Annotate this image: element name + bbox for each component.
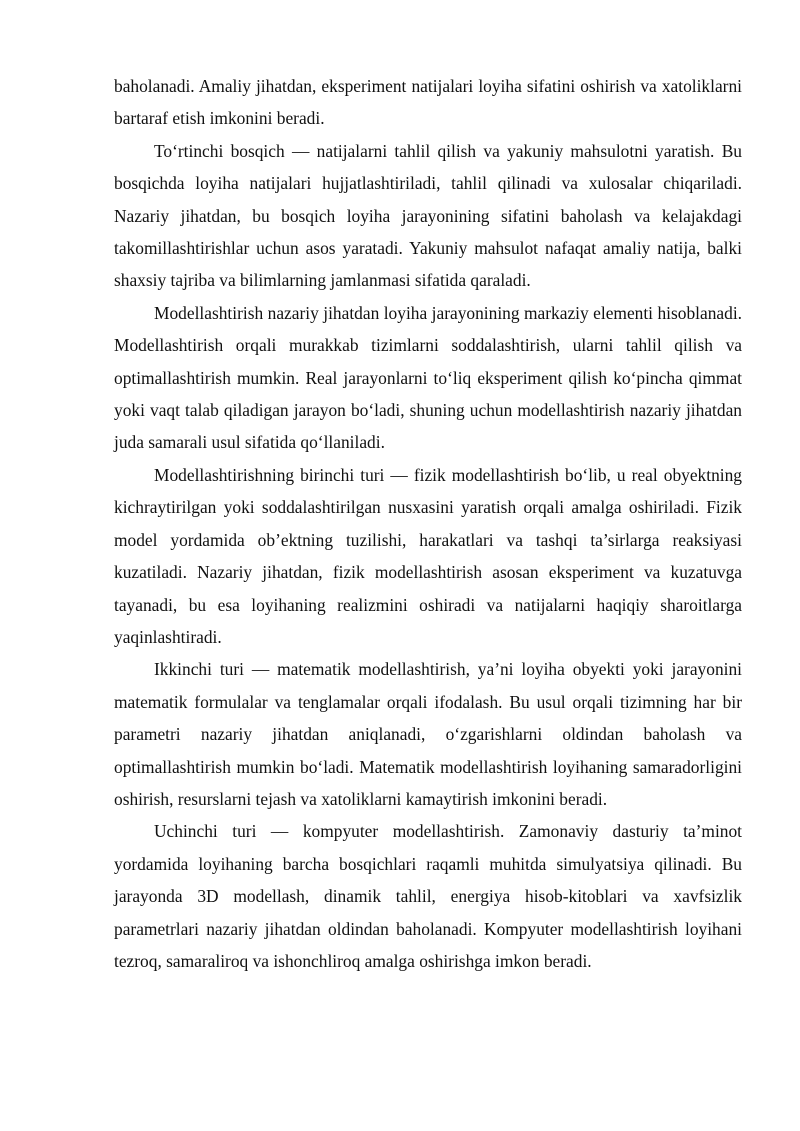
paragraph-modelling-intro: Modellashtirish nazariy jihatdan loyiha jarayonining markaziy elementi hisoblanadi. Modellashtirish orqali murakkab tizimlarni soddalashtirish, ularni tahlil qilish va optimallashtirish mumkin. Real jarayonlarni to‘liq eksperiment qilish ko‘pincha qimmat yoki vaqt talab qiladigan jarayon bo‘ladi, shuning uchun modellashtirish nazariy jihatdan juda samarali usul sifatida qo‘llaniladi. bbox=[114, 302, 742, 453]
document-page bbox=[114, 70, 742, 977]
paragraph-mathematical-modelling: Ikkinchi turi — matematik modellashtirish, ya’ni loyiha obyekti yoki jarayonini matematik formulalar va tenglamalar orqali ifodalash. Bu usul orqali tizimning har bir parametri nazariy jihatdan aniqlanadi, o‘zgarishlarni oldindan baholash va optimallashtirish mumkin bo‘ladi. Matematik modellashtirish loyihaning samaradorligini oshirish, resurslarni tejash va xatoliklarni kamaytirish imkonini beradi. bbox=[114, 659, 742, 809]
paragraph-computer-modelling: Uchinchi turi — kompyuter modellashtirish. Zamonaviy dasturiy ta’minot yordamida loyihaning barcha bosqichlari raqamli muhitda simulyatsiya qilinadi. Bu jarayonda 3D modellash, dinamik tahlil, energiya hisob-kitoblari va xavfsizlik parametrlari nazariy jihatdan oldindan baholanadi. Kompyuter modellashtirish loyihani tezroq, samaraliroq va ishonchliroq amalga oshirishga imkon beradi. bbox=[114, 821, 742, 971]
paragraph-continuation: baholanadi. Amaliy jihatdan, eksperiment natijalari loyiha sifatini oshirish va xatoliklarni bartaraf etish imkonini beradi. bbox=[114, 76, 742, 129]
paragraph-physical-modelling: Modellashtirishning birinchi turi — fizik modellashtirish bo‘lib, u real obyektning kichraytirilgan yoki soddalashtirilgan nusxasini yaratish orqali amalga oshiriladi. Fizik model yordamida ob’ektning tuzilishi, harakatlari va tashqi ta’sirlarga reaksiyasi kuzatiladi. Nazariy jihatdan, fizik modellashtirish asosan eksperiment va kuzatuvga tayanadi, bu esa loyihaning realizmini oshiradi va natijalarni haqiqiy sharoitlarga yaqinlashtiradi. bbox=[114, 464, 742, 647]
paragraph-fourth-stage: To‘rtinchi bosqich — natijalarni tahlil qilish va yakuniy mahsulotni yaratish. Bu bosqichda loyiha natijalari hujjatlashtiriladi, tahlil qilinadi va xulosalar chiqariladi. Nazariy jihatdan, bu bosqich loyiha jarayonining sifatini baholash va kelajakdagi takomillashtirishlar uchun asos yaratadi. Yakuniy mahsulot nafaqat amaliy natija, balki shaxsiy tajriba va bilimlarning jamlanmasi sifatida qaraladi. bbox=[114, 140, 742, 291]
